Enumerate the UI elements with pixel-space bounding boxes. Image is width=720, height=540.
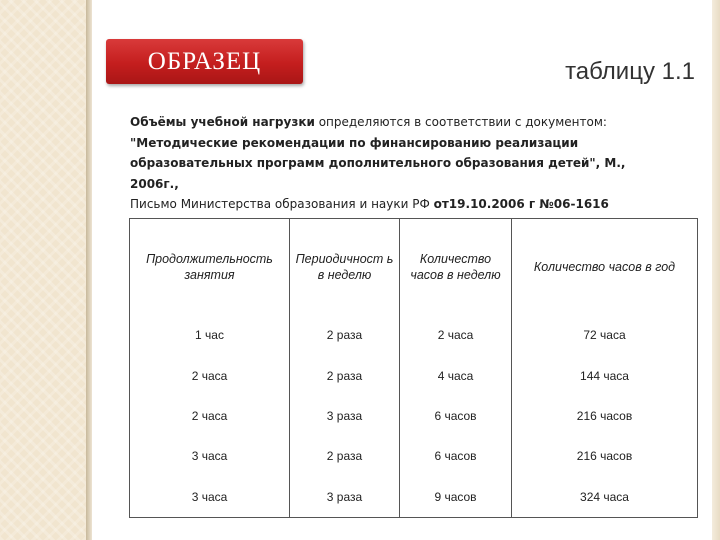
table-cell: 2 раза: [290, 315, 400, 355]
table-row: [130, 436, 698, 476]
table-cell: 3 часа: [130, 436, 290, 476]
table-cell: 2 раза: [290, 436, 400, 476]
table-cell: 2 часа: [400, 315, 512, 355]
header-frequency: Периодичност ь в неделю: [290, 219, 400, 316]
header-hours-year: Количество часов в год: [512, 219, 698, 316]
intro-line-4: 2006г.,: [130, 176, 179, 191]
table-cell: 144 часа: [512, 355, 698, 395]
table-cell: 3 раза: [290, 477, 400, 518]
header-duration: Продолжительность занятия: [130, 219, 290, 316]
table-cell: 72 часа: [512, 315, 698, 355]
intro-line-1: [130, 112, 710, 133]
decorative-right-border: [712, 0, 720, 540]
slide-title: таблицу 1.1: [565, 58, 695, 85]
table-cell: 2 часа: [130, 396, 290, 436]
table-row: [130, 355, 698, 395]
table-cell: 3 часа: [130, 477, 290, 518]
table-header-row: [130, 219, 698, 316]
study-load-table: [129, 218, 698, 518]
table-cell: 216 часов: [512, 436, 698, 476]
table-cell: 2 часа: [130, 355, 290, 395]
table-cell: 324 часа: [512, 477, 698, 518]
intro-line-1-rest: определяются в соответствии с документом:: [314, 115, 607, 129]
table-row: [130, 315, 698, 355]
table-row: [130, 477, 698, 518]
sample-badge: ОБРАЗЕЦ: [106, 39, 303, 84]
decorative-left-band: [0, 0, 86, 540]
table-cell: 2 раза: [290, 355, 400, 395]
table-cell: 9 часов: [400, 477, 512, 518]
intro-line-5-normal: Письмо Министерства образования и науки РФ: [130, 197, 434, 211]
intro-line-5: [130, 194, 710, 215]
table-row: [130, 396, 698, 436]
table-cell: 3 раза: [290, 396, 400, 436]
intro-line-2: "Методические рекомендации по финансированию реализации: [130, 135, 579, 150]
table-cell: 6 часов: [400, 396, 512, 436]
intro-text: [130, 112, 710, 215]
intro-line-5-bold: от19.10.2006 г №06-1616: [433, 197, 609, 211]
intro-line-3: образовательных программ дополнительного образования детей", М.,: [130, 156, 626, 170]
table-cell: 4 часа: [400, 355, 512, 395]
table-cell: 1 час: [130, 315, 290, 355]
table-cell: 216 часов: [512, 396, 698, 436]
page-edge-shadow: [86, 0, 92, 540]
intro-line-1-bold: Объёмы учебной нагрузки: [130, 115, 315, 129]
header-hours-week: Количество часов в неделю: [400, 219, 512, 316]
table-cell: 6 часов: [400, 436, 512, 476]
